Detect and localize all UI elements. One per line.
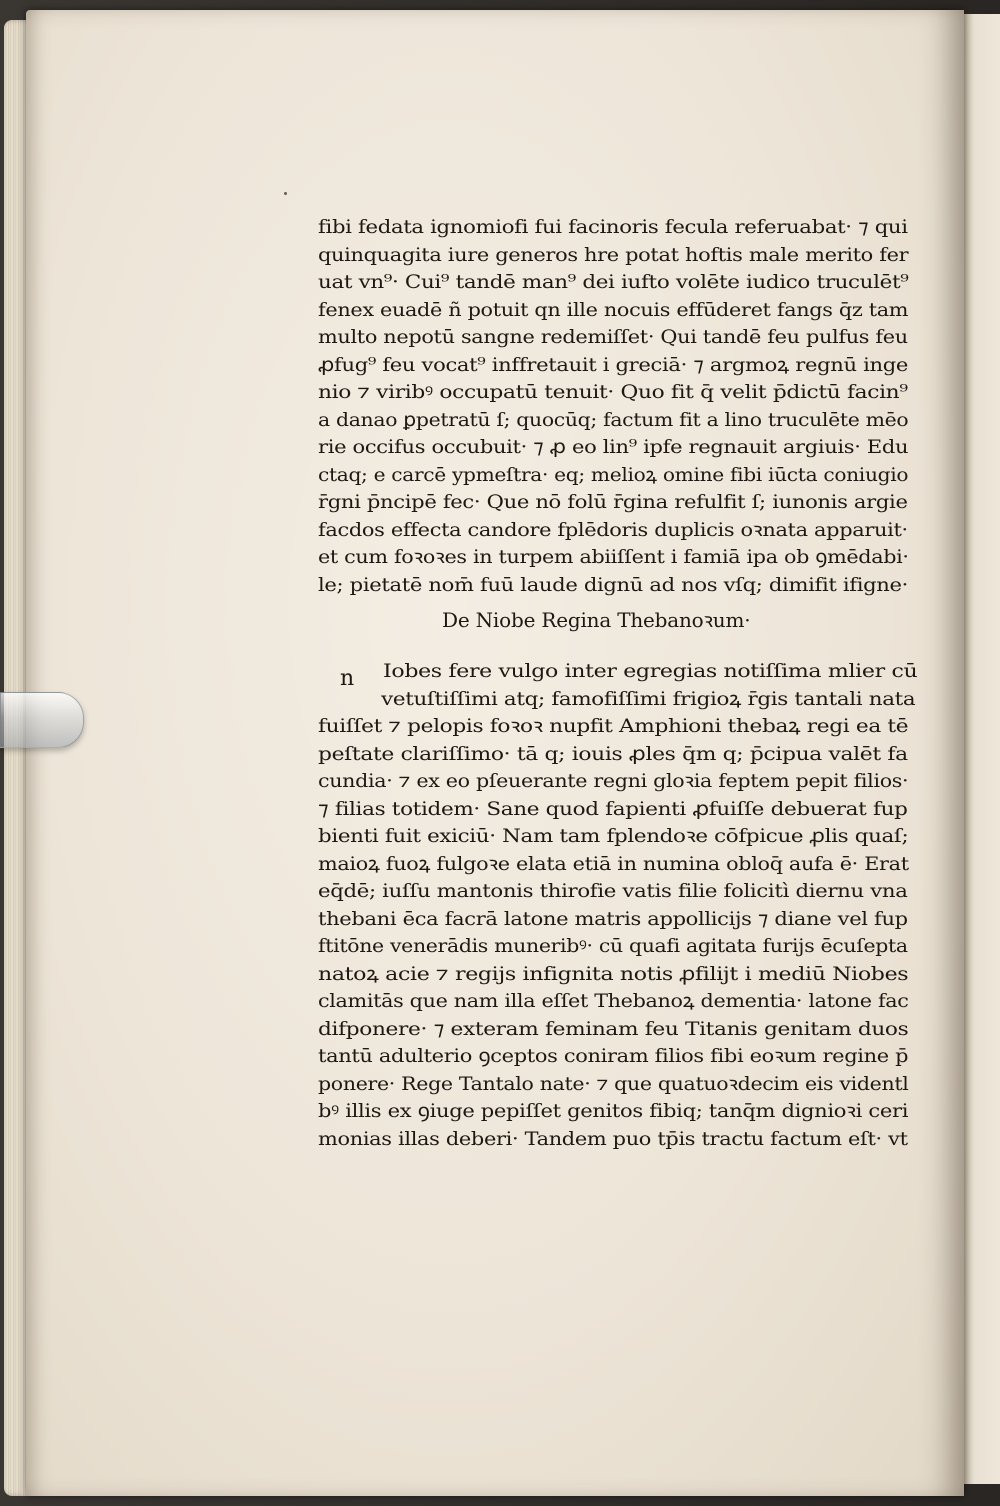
text-line: ⁊ filias totidem· Sane quod fapienti ꝓfuiſſe debuerat fup <box>318 797 908 820</box>
text-line: quinquagita iure generos hre potat hoftis male merito fer <box>318 243 909 266</box>
text-line: et cum foꝛoꝛes in turpem abiiſſent i famiā ipa ob ꝯmēdabi· <box>318 546 909 568</box>
glass-page-weight <box>0 692 84 748</box>
text-line: natoꝝ acie ⁊ regijs infignita notis ꝓfilijt i mediū Niobes <box>318 962 909 985</box>
paragraph-1 <box>318 214 918 599</box>
text-line: fuiſſet ⁊ pelopis foꝛoꝛ nupfit Amphioni thebaꝝ regi ea tē <box>318 715 909 737</box>
text-line: multo nepotū sangne redemiſſet· Qui tandē feu pulfus feu <box>318 326 908 348</box>
text-line: rie occifus occubuit· ⁊ ꝓ eo lin⁹ ipfe regnauit argiuis· Edu <box>318 436 909 458</box>
text-line: ponere· Rege Tantalo nate· ⁊ que quatuoꝛdecim eis videntl <box>318 1072 909 1095</box>
text-line: uat vn⁹· Cui⁹ tandē man⁹ dei iufto volēte iudico truculēt⁹ <box>318 271 909 293</box>
guide-letter: n <box>340 666 355 691</box>
text-line: vetuſtiſſimi atq; famofiſſimi frigioꝝ r̄gis tantali nata <box>381 687 916 710</box>
text-line: maioꝝ fuoꝝ fulgoꝛe elata etiā in numina obloq̄ aufa ē· Erat <box>318 852 909 875</box>
text-line: fenex euadē ñ potuit qn ille nocuis effūderet fangs q̄z tam <box>318 298 909 321</box>
text-line: a danao ꝑpetratū ſ; quocūq; factum fit a lino truculēte mēo <box>318 408 909 431</box>
text-line: le; pietatē nom̄ fuū laude dignū ad nos vſq; dimifit ifigne· <box>318 573 909 596</box>
text-line: difponere· ⁊ exteram feminam feu Titanis genitam duos <box>318 1017 909 1040</box>
text-line: ꝓfug⁹ feu vocat⁹ inffretauit i greciā· ⁊ argmoꝝ regnū inge <box>318 353 909 376</box>
text-line: nio ⁊ viribꝰ occupatū tenuit· Quo fit q̄ velit p̄dictū facin⁹ <box>318 381 908 403</box>
text-line: bienti fuit exiciū· Nam tam fplendoꝛe cōfpicue ꝓlis quaſ; <box>318 825 909 847</box>
text-line: Iobes fere vulgo inter egregias notiſſima mlier cū <box>383 660 918 682</box>
text-line: peſtate clariſſimo· tā q; iouis ꝓles q̄m q; p̄cipua valēt fa <box>318 742 908 765</box>
paragraph-2 <box>318 658 918 1153</box>
text-line: thebani ēca facrā latone matris appollicijs ⁊ diane vel fup <box>318 907 908 930</box>
text-line: tantū adulterio ꝯceptos coniram filios fibi eoꝛum regine p̄ <box>318 1045 909 1067</box>
text-line: eq̄dē; iuſſu mantonis thirofie vatis filie folicitì diernu vna <box>318 880 908 902</box>
text-line: clamitās que nam illa eſſet Thebanoꝝ dementia· latone fac <box>318 990 909 1012</box>
chapter-heading: De Niobe Regina Thebanoꝛum· <box>442 608 751 632</box>
text-line: cundia· ⁊ ex eo pſeuerante regni gloꝛia feptem pepit filios· <box>318 770 909 792</box>
ink-speck <box>284 192 287 195</box>
text-line: monias illas deberi· Tandem puo tp̄is tractu factum eſt· vt <box>318 1127 908 1150</box>
text-line: facdos effecta candore fplēdoris duplicis oꝛnata apparuit· <box>318 518 908 541</box>
text-line: ftitōne venerādis muneribꝰ· cū quafi agitata furijs ēcuſepta <box>318 935 908 957</box>
text-line: fibi fedata ignomiofi fui facinoris fecula referuabat· ⁊ qui <box>318 216 908 238</box>
text-line: bꝰ illis ex ꝯiuge pepiſſet genitos fibiq; tanq̄m dignioꝛi ceri <box>318 1100 909 1122</box>
text-line: ctaq; e carcē ypmeſtra· eq; melioꝝ omine fibi iūcta coniugio <box>318 463 909 486</box>
text-line: r̄gni p̄ncipē fec· Que nō folū r̄gina refulfit ſ; iunonis argie <box>318 491 908 513</box>
